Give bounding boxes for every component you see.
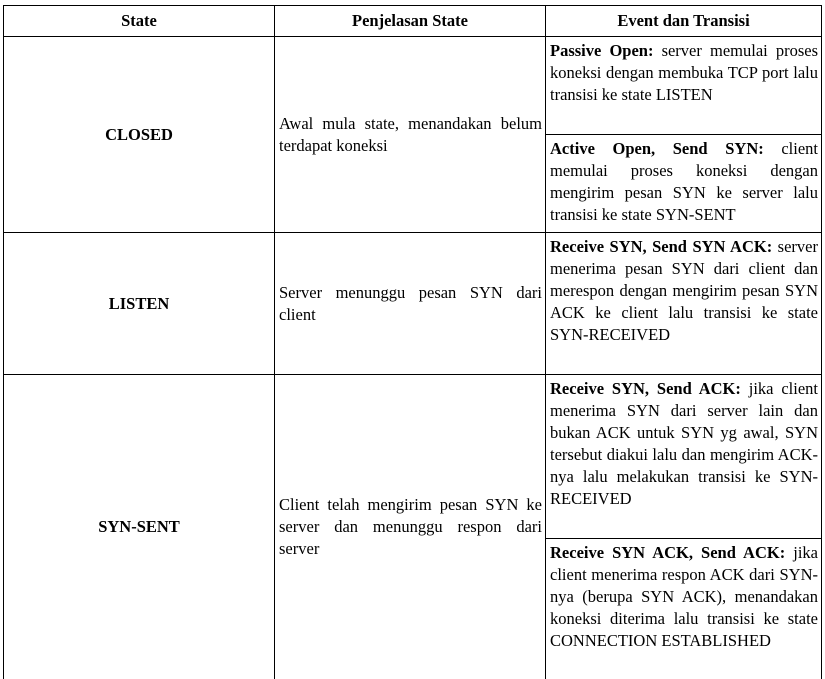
event-title: Active Open, Send SYN:: [550, 139, 764, 158]
state-cell-listen: LISTEN: [4, 233, 275, 375]
header-event: Event dan Transisi: [546, 6, 822, 37]
event-text: server menerima pesan SYN dari client dan merespon dengan mengirim pesan SYN ACK ke client lalu transisi ke state SYN-RECEIVED: [550, 237, 818, 344]
event-text: server memulai proses koneksi dengan membuka TCP port lalu transisi ke state LISTEN: [550, 41, 818, 104]
table-row-closed: [4, 37, 822, 135]
tcp-state-table: [3, 5, 822, 679]
event-title: Receive SYN ACK, Send ACK:: [550, 543, 786, 562]
event-cell-receive-syn-send-syn-ack: [546, 233, 822, 375]
event-cell-passive-open: [546, 37, 822, 135]
event-text: jika client menerima SYN dari server lain dan bukan ACK untuk SYN yg awal, SYN tersebut diakui lalu dan mengirim ACK-nya lalu melakukan transisi ke SYN-RECEIVED: [550, 379, 818, 508]
event-text: client memulai proses koneksi dengan mengirim pesan SYN ke server lalu transisi ke state SYN-SENT: [550, 139, 818, 224]
state-cell-closed: CLOSED: [4, 37, 275, 233]
description-cell-syn-sent: Client telah mengirim pesan SYN ke server dan menunggu respon dari server: [275, 375, 546, 679]
event-cell-receive-syn-ack-send-ack: [546, 539, 822, 679]
header-description: Penjelasan State: [275, 6, 546, 37]
event-title: Passive Open:: [550, 41, 654, 60]
description-cell-closed: Awal mula state, menandakan belum terdapat koneksi: [275, 37, 546, 233]
table-row-syn-sent: [4, 375, 822, 539]
event-cell-receive-syn-send-ack: [546, 375, 822, 539]
state-cell-syn-sent: SYN-SENT: [4, 375, 275, 679]
event-title: Receive SYN, Send ACK:: [550, 379, 741, 398]
description-cell-listen: Server menunggu pesan SYN dari client: [275, 233, 546, 375]
event-title: Receive SYN, Send SYN ACK:: [550, 237, 773, 256]
table-header-row: [4, 6, 822, 37]
table-row-listen: [4, 233, 822, 375]
header-state: State: [4, 6, 275, 37]
event-text: jika client menerima respon ACK dari SYN-nya (berupa SYN ACK), menandakan koneksi diterima lalu transisi ke state CONNECTION ESTABLISHED: [550, 543, 818, 650]
event-cell-active-open: [546, 135, 822, 233]
